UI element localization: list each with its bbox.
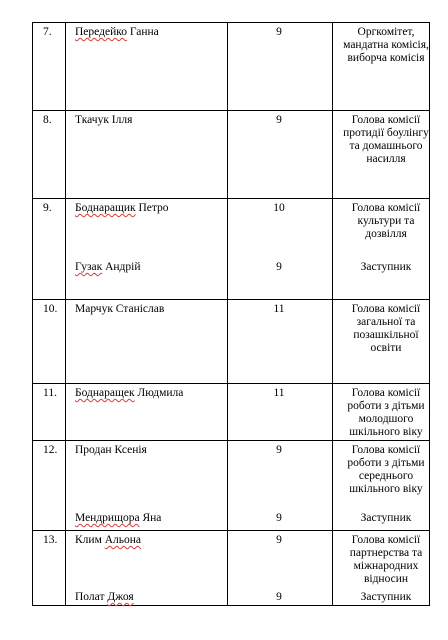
member-grade: 9 (276, 534, 282, 546)
member-role: Голова комісії загальної та позашкільної освіти (351, 303, 421, 354)
member-name: Боднаращек Людмила (75, 387, 184, 399)
member-role: Заступник (360, 512, 412, 524)
table-row (33, 300, 429, 384)
member-role: Голова комісії роботи з дітьми молодшого шкільного віку (347, 387, 425, 438)
member-role: Заступник (360, 261, 412, 273)
member-role: Голова комісії роботи з дітьми середнього шкільного віку (347, 444, 425, 495)
row-number: 13. (43, 534, 58, 546)
member-name: Продан Ксенія (75, 444, 147, 456)
row-number: 7. (43, 26, 52, 38)
member-name: Передейко Ганна (75, 26, 159, 38)
member-grade: 10 (273, 202, 285, 214)
row-number: 11. (43, 387, 57, 399)
row-number: 8. (43, 114, 52, 126)
member-grade: 11 (273, 387, 285, 399)
member-name: Полат Джоя (75, 591, 134, 603)
member-name: Мендрищора Яна (75, 512, 162, 524)
row-number: 10. (43, 303, 58, 315)
member-grade: 9 (276, 114, 282, 126)
member-role: Оргкомітет, мандатна комісія, виборча комісія (343, 26, 429, 64)
member-name: Марчук Станіслав (75, 303, 165, 315)
member-role: Заступник (360, 591, 412, 603)
table-row (33, 23, 429, 111)
member-name: Боднаращик Петро (75, 202, 169, 214)
member-grade: 9 (276, 444, 282, 456)
member-role: Голова комісії партнерства та міжнародних відносин (349, 534, 423, 585)
member-name: Гузак Андрій (75, 261, 141, 273)
member-grade: 9 (276, 26, 282, 38)
table-row (33, 531, 429, 607)
row-number: 9. (43, 202, 52, 214)
row-number: 12. (43, 444, 58, 456)
table-row (33, 441, 429, 531)
table-row (33, 384, 429, 441)
table-row (33, 199, 429, 300)
member-name: Клим Альона (75, 534, 142, 546)
members-table (32, 22, 430, 606)
member-grade: 11 (273, 303, 285, 315)
member-grade: 9 (276, 591, 282, 603)
member-role: Голова комісії культури та дозвілля (351, 202, 421, 240)
member-name: Ткачук Ілля (75, 114, 133, 126)
member-grade: 9 (276, 261, 282, 273)
table-row (33, 111, 429, 199)
member-role: Голова комісії протидії боулінгу та домашнього насилля (343, 114, 429, 165)
member-grade: 9 (276, 512, 282, 524)
